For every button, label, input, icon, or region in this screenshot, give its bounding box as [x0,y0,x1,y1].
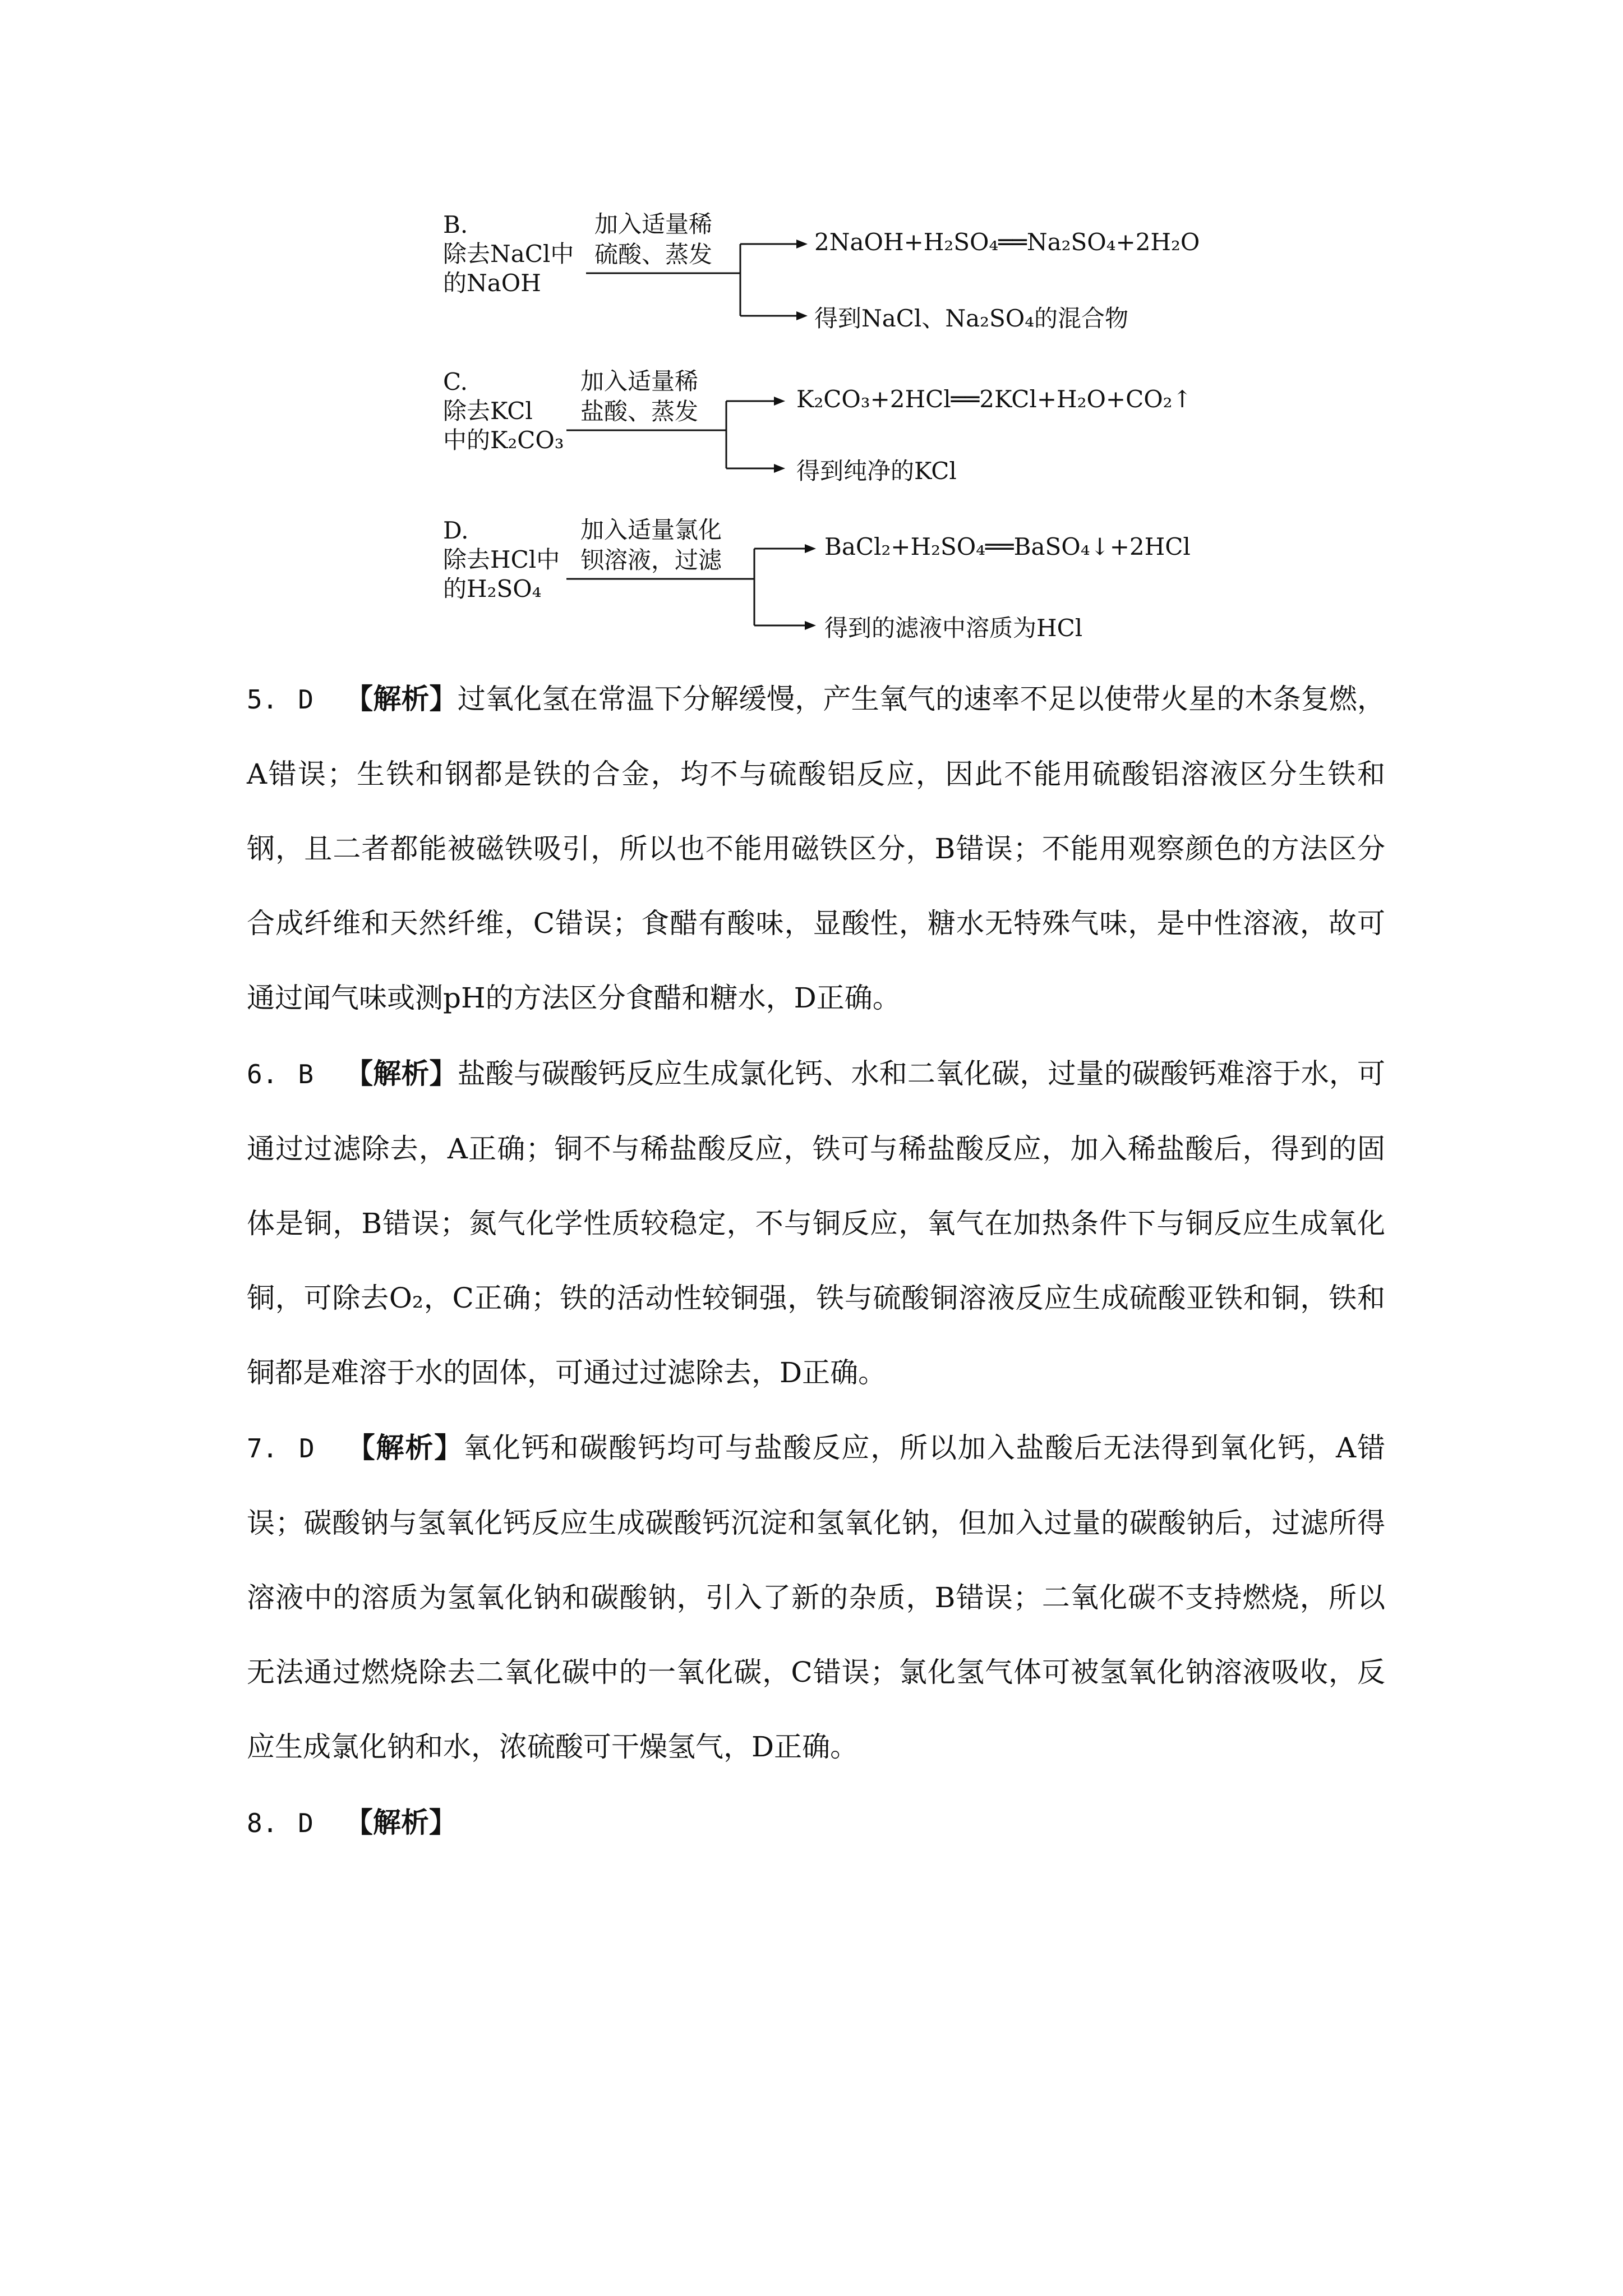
answer-number: 6. [247,1059,278,1089]
diagram-condition-line1: 加入适量氯化 [580,516,722,544]
answer-choice: D [299,1433,315,1464]
diagram-equation: BaCl₂+H₂SO₄══BaSO₄↓+2HCl [824,533,1191,560]
answer-choice: D [298,684,314,715]
analysis-tag: 【解析】 [345,683,458,715]
diagram-condition-line2: 硫酸、蒸发 [594,241,713,268]
analysis-tag: 【解析】 [347,1432,464,1464]
answer-text: 氧化钙和碳酸钙均可与盐酸反应，所以加入盐酸后无法得到氧化钙，A错误；碳酸钠与氢氧化钙反应生成碳酸钙沉淀和氢氧化钠，但加入过量的碳酸钠后，过滤所得溶液中的溶质为氢氧化钠和碳酸钠，引入了新的杂质，B错误；二氧化碳不支持燃烧，所以无法通过燃烧除去二氧化碳中的一氧化碳，C错误；氯化氢气体可被氢氧化钠溶液吸收，反应生成氯化钠和水，浓硫酸可干燥氢气，D正确。 [247,1432,1385,1763]
diagram-target-line2: 的H₂SO₄ [443,575,542,602]
answer-7 [247,1411,1385,1784]
diagram-letter: B. [443,211,468,238]
answer-6 [247,1037,1385,1410]
diagram-target-line1: 除去HCl中 [443,546,560,573]
diagram-condition-line2: 钡溶液，过滤 [580,546,722,574]
answer-8 [247,1786,1385,1861]
diagram-target-line1: 除去KCl [443,397,533,425]
answer-5 [247,662,1385,1036]
diagram-target-line1: 除去NaCl中 [443,240,574,268]
diagram-option-c [437,367,1223,513]
analysis-tag: 【解析】 [345,1057,458,1090]
arrow-head-icon [774,397,785,406]
answer-text: 过氧化氢在常温下分解缓慢，产生氧气的速率不足以使带火星的木条复燃，A错误；生铁和钢都是铁的合金，均不与硫酸铝反应，因此不能用硫酸铝溶液区分生铁和钢，且二者都能被磁铁吸引，所以也不能用磁铁区分，B错误；不能用观察颜色的方法区分合成纤维和天然纤维，C错误；食醋有酸味，显酸性，糖水无特殊气味，是中性溶液，故可通过闻气味或测pH的方法区分食醋和糖水，D正确。 [247,683,1385,1014]
diagram-result: 得到的滤液中溶质为HCl [824,614,1083,642]
diagram-condition-line1: 加入适量稀 [580,367,699,395]
diagram-target-line2: 中的K₂CO₃ [443,426,564,454]
diagram-condition-line1: 加入适量稀 [594,210,713,238]
answer-choice: B [298,1059,314,1089]
answer-text: 盐酸与碳酸钙反应生成氯化钙、水和二氧化碳，过量的碳酸钙难溶于水，可通过过滤除去，A正确；铜不与稀盐酸反应，铁可与稀盐酸反应，加入稀盐酸后，得到的固体是铜，B错误；氮气化学性质较稳定，不与铜反应，氧气在加热条件下与铜反应生成氧化铜，可除去O₂，C正确；铁的活动性较铜强，铁与硫酸铜溶液反应生成硫酸亚铁和铜，铁和铜都是难溶于水的固体，可通过过滤除去，D正确。 [247,1057,1385,1389]
arrow-head-icon [774,464,785,473]
diagram-target-line2: 的NaOH [443,269,541,297]
arrow-head-icon [805,544,816,553]
diagram-condition-line2: 盐酸、蒸发 [580,398,699,425]
arrow-head-icon [796,311,808,320]
diagram-equation: K₂CO₃+2HCl══2KCl+H₂O+CO₂↑ [796,385,1192,413]
analysis-tag: 【解析】 [344,1806,457,1839]
diagram-option-d [437,516,1223,662]
answer-number: 5. [247,684,278,715]
answer-number: 7. [247,1433,278,1464]
diagram-option-b [437,210,1223,356]
diagram-equation: 2NaOH+H₂SO₄══Na₂SO₄+2H₂O [814,228,1200,256]
diagram-letter: D. [443,517,469,544]
arrow-head-icon [796,240,808,249]
diagram-letter: C. [443,368,468,395]
answer-choice: D [298,1808,313,1838]
diagram-result: 得到NaCl、Na₂SO₄的混合物 [814,305,1129,332]
answer-number: 8. [247,1808,278,1838]
diagram-result: 得到纯净的KCl [796,457,957,485]
arrow-head-icon [805,621,816,630]
